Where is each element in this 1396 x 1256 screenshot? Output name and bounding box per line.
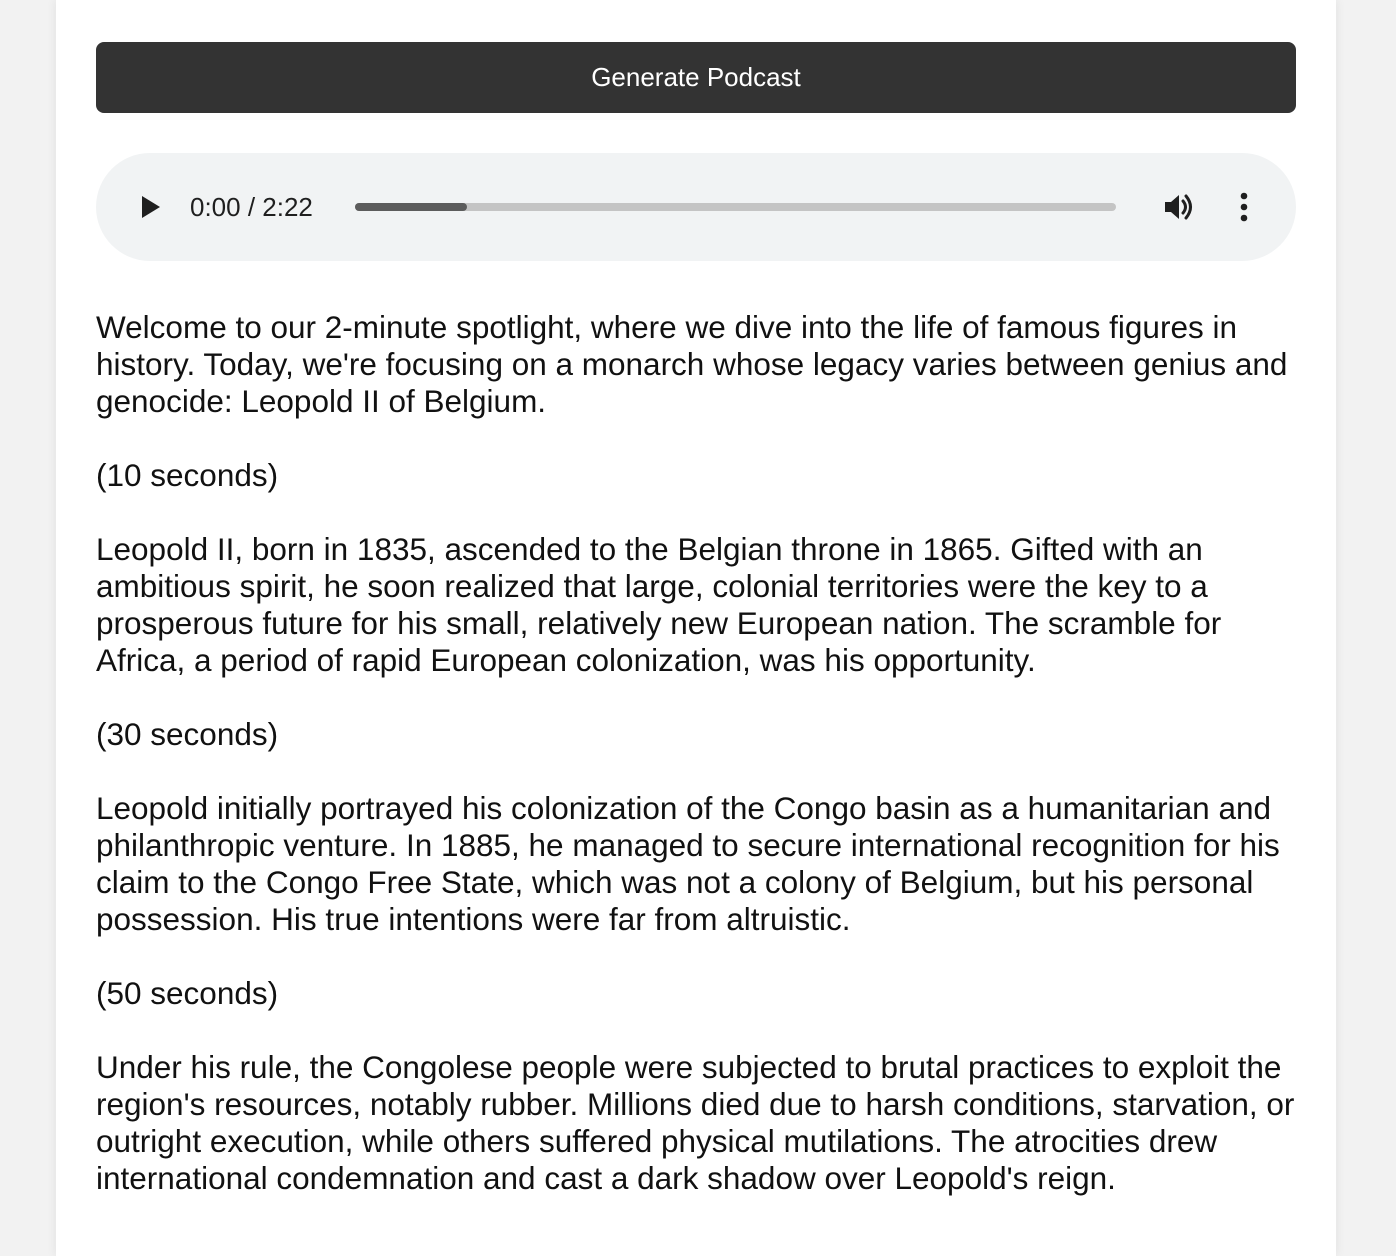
podcast-transcript bbox=[96, 309, 1306, 1234]
podcast-card bbox=[56, 0, 1336, 1256]
more-options-icon bbox=[1239, 191, 1249, 223]
play-button[interactable] bbox=[132, 189, 168, 225]
transcript-paragraph: Leopold II, born in 1835, ascended to the Belgian throne in 1865. Gifted with an ambitious spirit, he soon realized that large, colonial territories were the key to a prosperous future for his small, relatively new European nation. The scramble for Africa, a period of rapid European colonization, was his opportunity. bbox=[96, 531, 1222, 678]
time-display: 0:00 / 2:22 bbox=[190, 192, 313, 222]
transcript-paragraph: Leopold initially portrayed his colonization of the Congo basin as a humanitarian and philanthropic venture. In 1885, he managed to secure international recognition for his claim to the Congo Free State, which was not a colony of Belgium, but his personal possession. His true intentions were far from altruistic. bbox=[96, 790, 1280, 937]
more-options-button[interactable] bbox=[1228, 189, 1260, 225]
play-icon bbox=[138, 194, 162, 220]
audio-player bbox=[96, 153, 1296, 261]
transcript-timestamp: (50 seconds) bbox=[96, 975, 279, 1011]
transcript-paragraph: Welcome to our 2-minute spotlight, where we dive into the life of famous figures in history. Today, we're focusing on a monarch whose legacy varies between genius and genocide: Leopold II of Belgium. bbox=[96, 309, 1288, 419]
transcript-timestamp: (30 seconds) bbox=[96, 716, 279, 752]
generate-podcast-button[interactable]: Generate Podcast bbox=[96, 42, 1296, 113]
buffered-fill bbox=[355, 203, 467, 211]
transcript-paragraph: Under his rule, the Congolese people were subjected to brutal practices to exploit the region's resources, notably rubber. Millions died due to harsh conditions, starvation, or outright execution, while others suffered physical mutilations. The atrocities drew international condemnation and cast a dark shadow over Leopold's reign. bbox=[96, 1049, 1295, 1196]
transcript-timestamp: (10 seconds) bbox=[96, 457, 279, 493]
volume-icon bbox=[1163, 191, 1197, 223]
progress-track[interactable] bbox=[355, 203, 1116, 211]
volume-button[interactable] bbox=[1160, 189, 1200, 225]
